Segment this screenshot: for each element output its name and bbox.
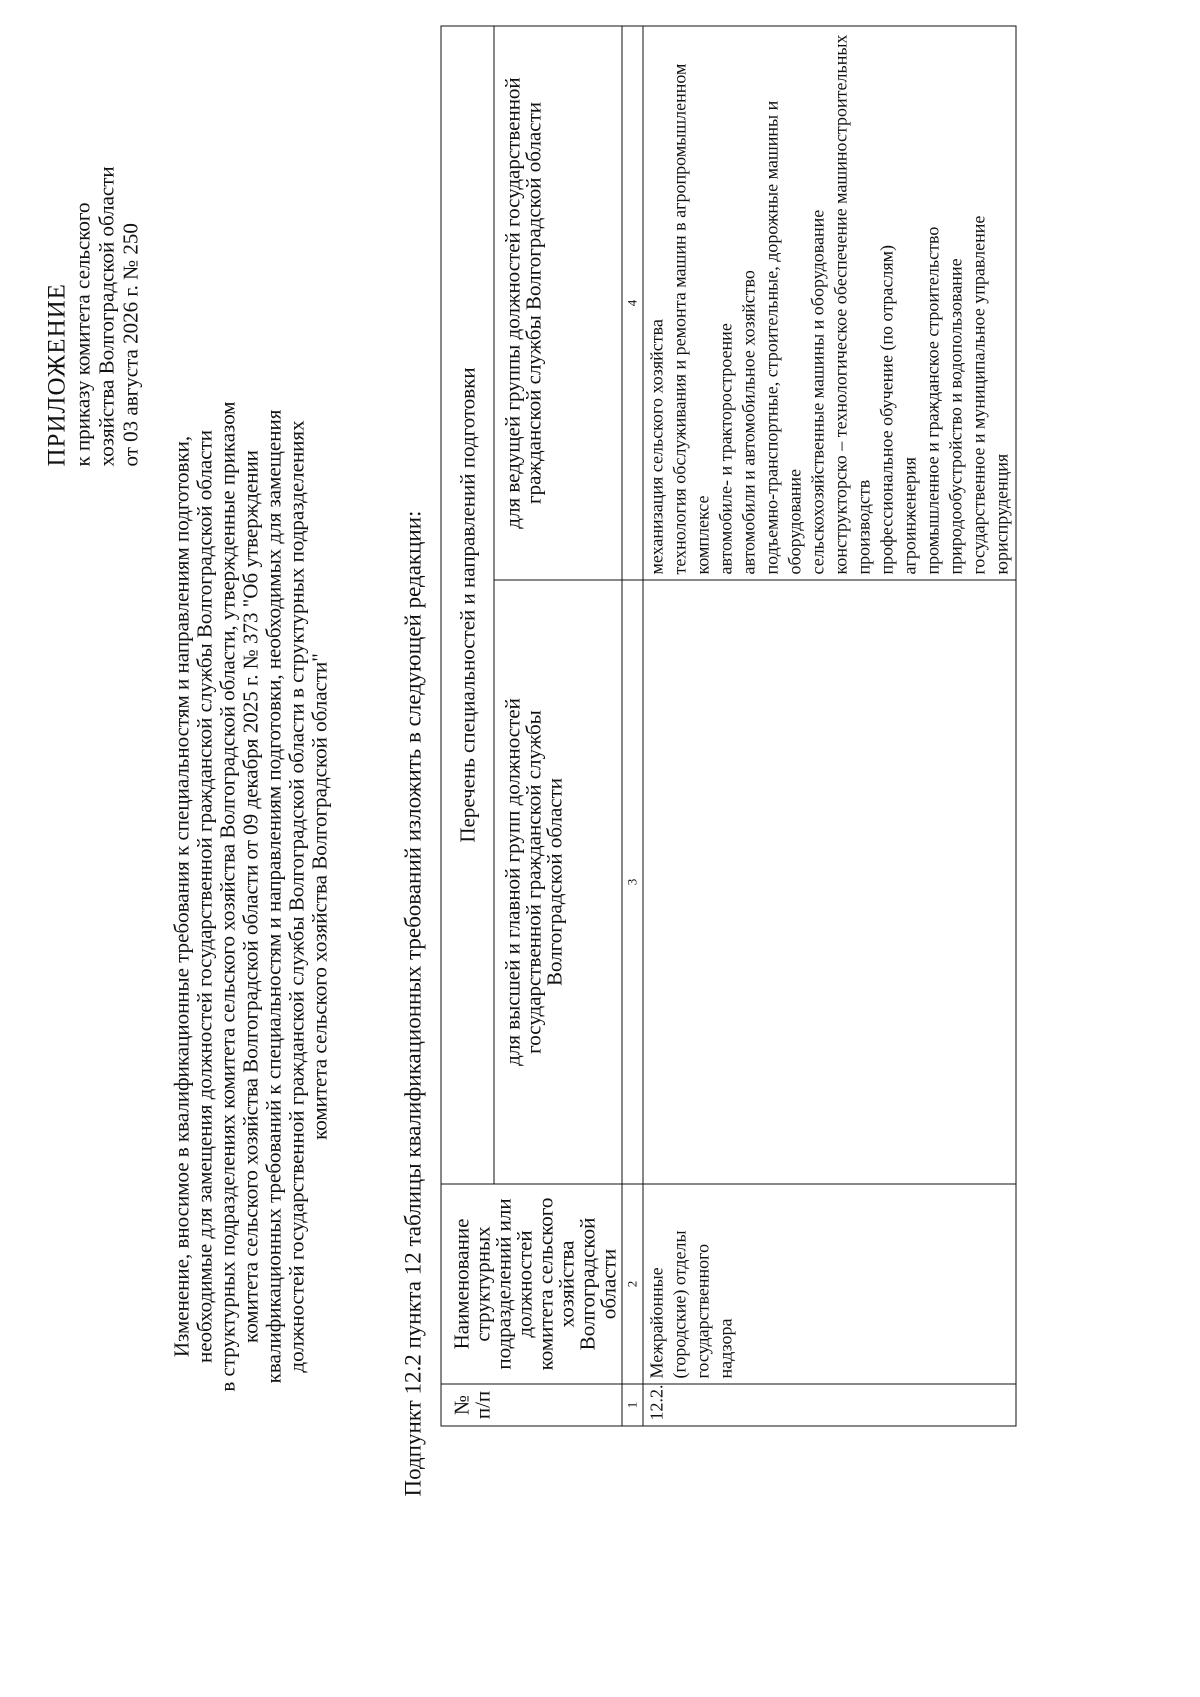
row-leading-specialties — [643, 26, 1016, 580]
appendix-line: от 03 августа 2026 г. № 250 — [118, 223, 143, 467]
intro-line: должностей государственной гражданской службы Волгоградской области в структурных подразделениях — [284, 420, 309, 1373]
specialty-item: автомобили и автомобильное хозяйство — [738, 270, 759, 575]
header-specialties: Перечень специальностей и направлений подготовки — [441, 26, 494, 1184]
specialty-item: государственное и муниципальное управление — [968, 215, 989, 575]
column-number: 2 — [622, 1184, 643, 1384]
intro-line: необходимые для замещения должностей государственной гражданской службы Волгоградской области — [192, 430, 217, 1363]
intro-line: в структурных подразделениях комитета сельского хозяйства Волгоградской области, утвержденные приказом — [215, 401, 240, 1392]
specialty-item: механизация сельского хозяйства — [646, 319, 667, 575]
appendix-line: хозяйства Волгоградской области — [94, 166, 119, 467]
specialty-item: природообустройство и водопользование — [945, 258, 966, 575]
column-number: 3 — [622, 580, 643, 1184]
qualification-table — [441, 26, 1017, 1427]
table-header-row — [441, 26, 494, 1426]
intro-line: комитета сельского хозяйства Волгоградской области от 09 декабря 2025 г. № 373 "Об утверждении — [238, 450, 263, 1343]
document-intro — [171, 217, 332, 1577]
intro-line: комитета сельского хозяйства Волгоградской области" — [307, 653, 332, 1140]
specialty-item: сельскохозяйственные машины и оборудование — [807, 209, 828, 575]
specialty-item: юриспруденция — [991, 453, 1012, 575]
specialty-item: профессиональное обучение (по отраслям) — [876, 244, 897, 575]
specialty-item: конструкторско – технологическое обеспечение машиностроительных производств — [830, 34, 874, 575]
specialty-item: промышленное и гражданское строительство — [922, 226, 943, 575]
appendix-line: к приказу комитета сельского — [70, 202, 95, 467]
intro-line: квалификационных требований к специальностям и направлениям подготовки, необходимых для замещения — [261, 409, 286, 1384]
table-row — [643, 26, 1016, 1426]
specialty-item: технология обслуживания и ремонта машин в агропромышленном комплексе — [669, 63, 713, 575]
column-number: 4 — [622, 26, 643, 580]
appendix-title: ПРИЛОЖЕНИЕ — [43, 283, 71, 467]
specialty-item: подъемно-транспортные, строительные, дорожные машины и оборудование — [761, 100, 805, 575]
column-number-row — [622, 26, 643, 1426]
specialty-item: автомобиле- и тракторостроение — [715, 323, 736, 575]
header-senior-group: для высшей и главной групп должностей государственной гражданской службы Волгоградской области — [494, 580, 622, 1184]
appendix-header — [43, 7, 143, 467]
section-subtitle: Подпункт 12.2 пункта 12 таблицы квалификационных требований изложить в следующей редакции: — [400, 510, 426, 1497]
specialty-item: агроинженерия — [899, 457, 920, 575]
document-sheet — [1, 0, 1200, 1697]
row-number: 12.2. — [643, 1384, 1016, 1426]
row-senior-specialties — [643, 580, 1016, 1184]
column-number: 1 — [622, 1384, 643, 1426]
header-number: № п/п — [441, 1384, 622, 1426]
row-unit-name: Межрайонные (городские) отделы государственного надзора — [643, 1184, 1016, 1384]
header-leading-group: для ведущей группы должностей государственной гражданской службы Волгоградской области — [494, 26, 622, 580]
header-unit-name: Наименование структурных подразделений или должностей комитета сельского хозяйства Волгоградской области — [441, 1184, 622, 1384]
intro-line: Изменение, вносимое в квалификационные требования к специальностям и направлениям подготовки, — [169, 435, 194, 1358]
